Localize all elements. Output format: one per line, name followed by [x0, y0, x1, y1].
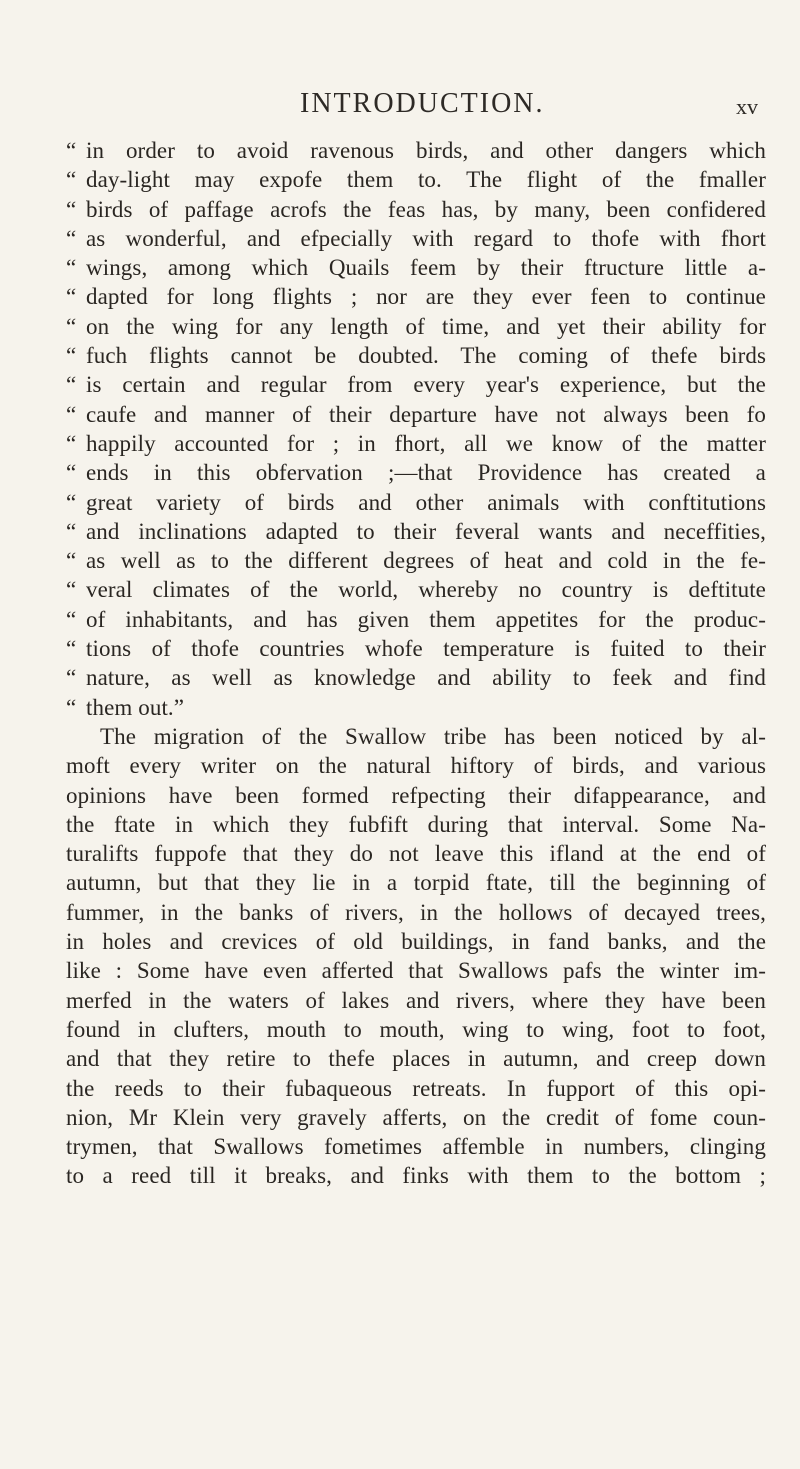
- quote-mark: “: [66, 284, 77, 310]
- quote-mark: “: [66, 489, 77, 515]
- quote-mark: “: [66, 694, 77, 720]
- line-text: dapted for long flights ; nor are they ever feen to continue: [86, 284, 766, 310]
- quote-mark: “: [66, 577, 77, 603]
- paragraph-line: to a reed till it breaks, and finks with them to the bottom ;: [66, 1163, 766, 1189]
- paragraph-line: the ftate in which they fubfift during that interval. Some Na-: [66, 811, 766, 837]
- quoted-line: [66, 165, 766, 194]
- line-text: in order to avoid ravenous birds, and other dangers which: [86, 138, 766, 163]
- line-text: as well as to the different degrees of heat and cold in the fe-: [86, 548, 766, 574]
- quoted-line: [66, 458, 766, 487]
- quote-mark: “: [66, 372, 77, 398]
- quoted-line: [66, 341, 766, 370]
- quoted-line: [66, 253, 766, 282]
- quoted-line: [66, 546, 766, 575]
- quoted-line: [66, 663, 766, 692]
- quote-mark: “: [66, 138, 77, 163]
- line-text: on the wing for any length of time, and yet their ability for: [86, 313, 766, 339]
- quote-mark: “: [66, 636, 77, 662]
- line-text: great variety of birds and other animals with conftitutions: [86, 489, 766, 515]
- quote-mark: “: [66, 167, 77, 193]
- quoted-line: [66, 693, 766, 722]
- paragraph-line: opinions have been formed refpecting their difappearance, and: [66, 782, 766, 808]
- quoted-line: [66, 282, 766, 311]
- line-text: happily accounted for ; in fhort, all we know of the matter: [86, 430, 766, 456]
- quote-mark: “: [66, 665, 77, 691]
- paragraph-line: fummer, in the banks of rivers, in the hollows of decayed trees,: [66, 899, 766, 925]
- quoted-line: [66, 429, 766, 458]
- line-text: caufe and manner of their departure have not always been fo: [86, 401, 766, 427]
- paragraph-line: merfed in the waters of lakes and rivers, where they have been: [66, 987, 766, 1013]
- line-text: them out.”: [86, 694, 185, 720]
- paragraph-line: and that they retire to thefe places in autumn, and creep down: [66, 1046, 766, 1072]
- page-number: xv: [736, 94, 758, 119]
- quotation-block: [66, 136, 766, 722]
- quote-mark: “: [66, 255, 77, 281]
- body-text: [66, 136, 766, 1191]
- quote-mark: “: [66, 606, 77, 632]
- quoted-line: [66, 575, 766, 604]
- running-head: [0, 88, 800, 128]
- quoted-line: [66, 312, 766, 341]
- quote-mark: “: [66, 401, 77, 427]
- line-text: wings, among which Quails feem by their ftructure little a-: [86, 255, 766, 281]
- paragraph-line: like : Some have even afferted that Swallows pafs the winter im-: [66, 958, 766, 984]
- quoted-line: [66, 224, 766, 253]
- paragraph-line: The migration of the Swallow tribe has been noticed by al-: [100, 723, 766, 749]
- quoted-line: [66, 136, 766, 165]
- paragraph-line: turalifts fuppofe that they do not leave this ifland at the end of: [66, 841, 766, 867]
- quoted-line: [66, 517, 766, 546]
- quoted-line: [66, 605, 766, 634]
- line-text: veral climates of the world, whereby no country is deftitute: [86, 577, 766, 603]
- line-text: ends in this obfervation ;—that Providence has created a: [86, 460, 766, 486]
- paragraph-line: found in clufters, mouth to mouth, wing to wing, foot to foot,: [66, 1016, 766, 1042]
- quote-mark: “: [66, 430, 77, 456]
- quote-mark: “: [66, 518, 77, 544]
- quote-mark: “: [66, 196, 77, 222]
- paragraph-line: in holes and crevices of old buildings, in fand banks, and the: [66, 929, 766, 955]
- line-text: day-light may expofe them to. The flight of the fmaller: [86, 167, 766, 193]
- paragraph-line: nion, Mr Klein very gravely afferts, on the credit of fome coun-: [66, 1104, 766, 1130]
- paragraph-swallow-migration: [66, 722, 766, 1191]
- quote-mark: “: [66, 225, 77, 251]
- line-text: is certain and regular from every year's experience, but the: [86, 372, 766, 398]
- paragraph-line: autumn, but that they lie in a torpid ftate, till the beginning of: [66, 870, 766, 896]
- line-text: nature, as well as knowledge and ability to feek and find: [86, 665, 766, 691]
- line-text: tions of thofe countries whofe temperature is fuited to their: [86, 636, 766, 662]
- line-text: as wonderful, and efpecially with regard to thofe with fhort: [86, 225, 766, 251]
- running-title: INTRODUCTION.: [300, 88, 545, 119]
- line-text: and inclinations adapted to their feveral wants and neceffities,: [86, 518, 766, 544]
- quoted-line: [66, 634, 766, 663]
- quote-mark: “: [66, 460, 77, 486]
- quote-mark: “: [66, 548, 77, 574]
- line-text: birds of paffage acrofs the feas has, by many, been confidered: [86, 196, 766, 222]
- quoted-line: [66, 488, 766, 517]
- paragraph-line: the reeds to their fubaqueous retreats. In fupport of this opi-: [66, 1075, 766, 1101]
- quote-mark: “: [66, 313, 77, 339]
- quoted-line: [66, 400, 766, 429]
- quoted-line: [66, 195, 766, 224]
- line-text: of inhabitants, and has given them appetites for the produc-: [86, 606, 766, 632]
- line-text: fuch flights cannot be doubted. The coming of thefe birds: [86, 343, 766, 369]
- quote-mark: “: [66, 343, 77, 369]
- paragraph-line: moft every writer on the natural hiftory of birds, and various: [66, 753, 766, 779]
- quoted-line: [66, 370, 766, 399]
- paragraph-line: trymen, that Swallows fometimes affemble in numbers, clinging: [66, 1134, 766, 1160]
